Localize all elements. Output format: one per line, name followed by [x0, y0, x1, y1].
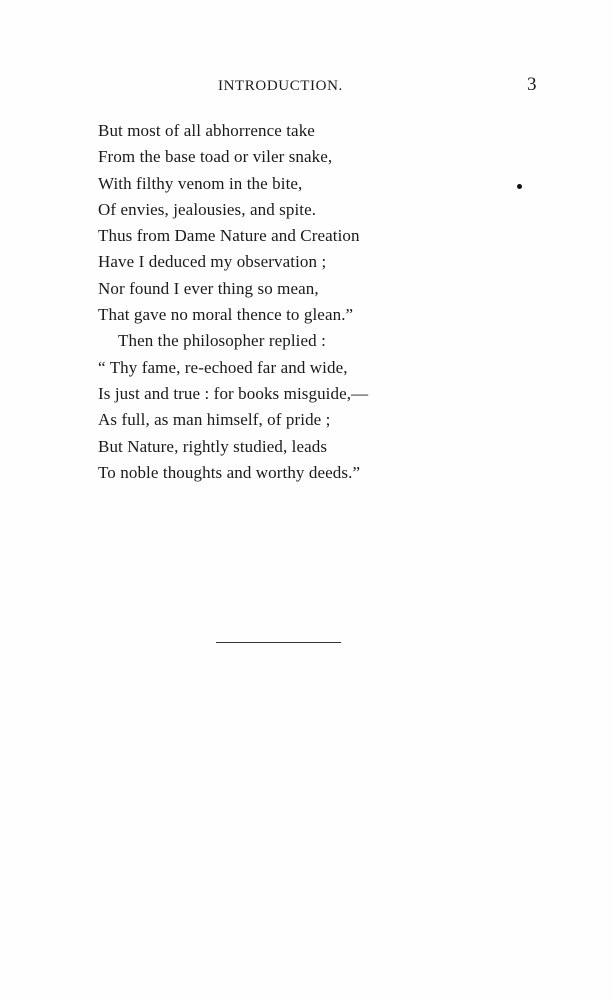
poem-text [98, 118, 498, 486]
poem-line: With filthy venom in the bite, [98, 173, 303, 193]
poem-line: “ Thy fame, re-echoed far and wide, [98, 357, 348, 377]
ink-speck [517, 184, 522, 189]
poem-line: Is just and true : for books misguide,— [98, 383, 369, 403]
poem-line: That gave no moral thence to glean.” [98, 305, 354, 325]
poem-line: From the base toad or viler snake, [98, 147, 333, 167]
running-title: INTRODUCTION. [218, 78, 343, 94]
poem-line: Have I deduced my observation ; [98, 252, 327, 272]
poem-line: Of envies, jealousies, and spite. [98, 199, 317, 219]
poem-line: Then the philosopher replied : [118, 331, 326, 351]
poem-line: To noble thoughts and worthy deeds.” [98, 462, 361, 482]
poem-line: As full, as man himself, of pride ; [98, 410, 331, 430]
section-end-rule [216, 642, 341, 643]
poem-line: But Nature, rightly studied, leads [98, 436, 328, 456]
poem-line: Nor found I ever thing so mean, [98, 278, 319, 298]
poem-line: Thus from Dame Nature and Creation [98, 226, 360, 246]
page-number: 3 [527, 74, 537, 95]
poem-line: But most of all abhorrence take [98, 121, 315, 140]
